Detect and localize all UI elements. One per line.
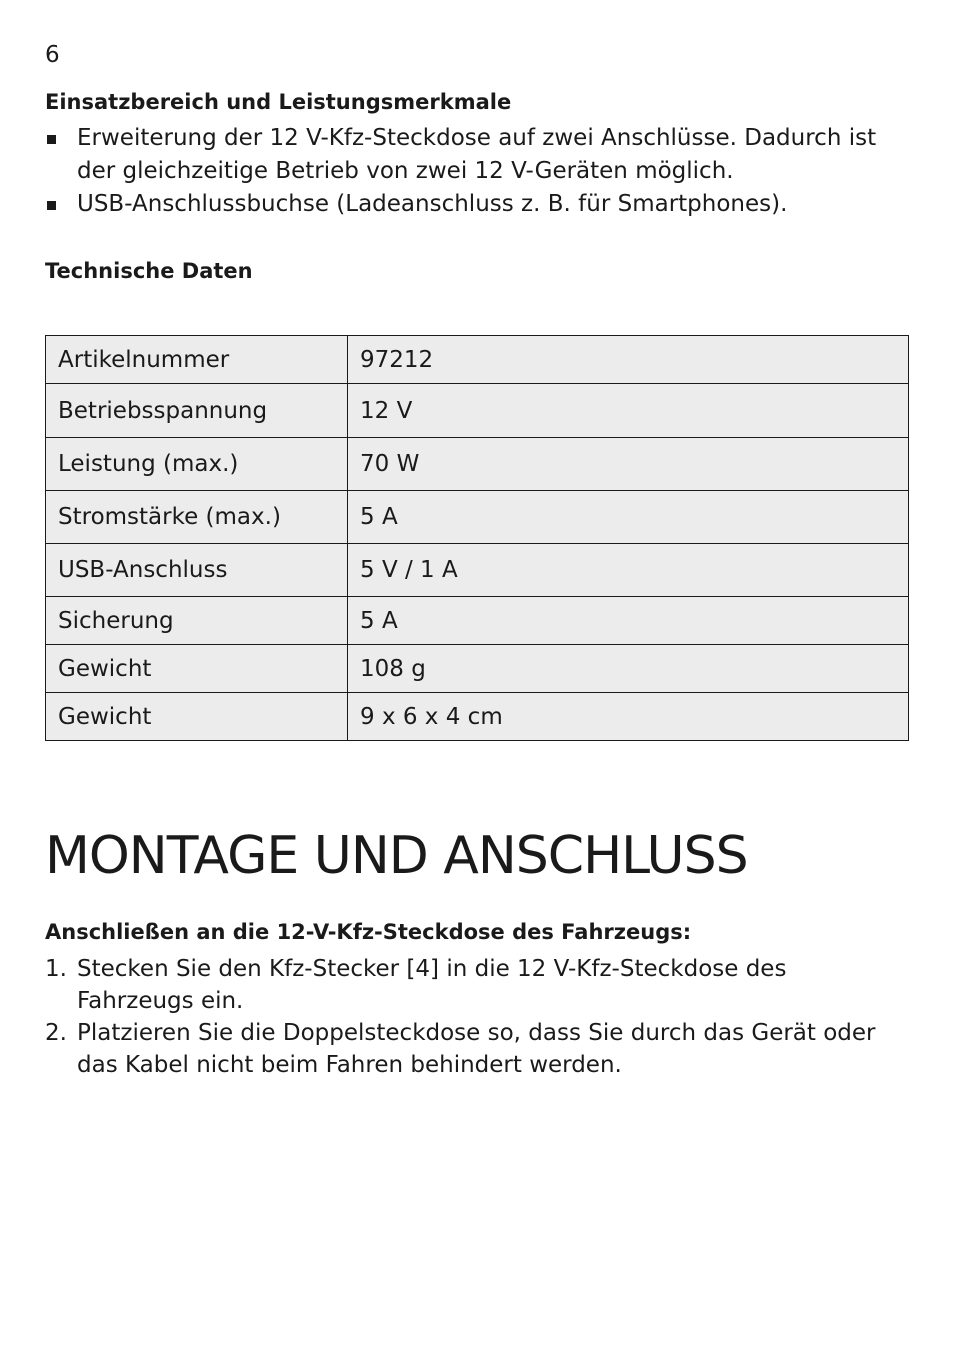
spec-label: Gewicht bbox=[46, 645, 348, 693]
spec-label: Sicherung bbox=[46, 597, 348, 645]
spec-label: Betriebsspannung bbox=[46, 384, 348, 438]
step-number: 1. bbox=[45, 956, 67, 982]
spec-label: Leistung (max.) bbox=[46, 438, 348, 491]
spec-label: USB-Anschluss bbox=[46, 544, 348, 597]
features-heading: Einsatzbereich und Leistungsmerkmale bbox=[45, 90, 512, 114]
spec-value: 108 g bbox=[348, 645, 909, 693]
specs-table bbox=[45, 335, 909, 741]
step-text: Stecken Sie den Kfz-Stecker [4] in die 12 V-Kfz-Steckdose des Fahrzeugs ein. bbox=[77, 956, 787, 1014]
page-number: 6 bbox=[45, 42, 60, 68]
spec-value: 5 A bbox=[348, 597, 909, 645]
spec-value: 5 A bbox=[348, 491, 909, 544]
table-row bbox=[46, 544, 909, 597]
list-item: USB-Anschlussbuchse (Ladeanschluss z. B. für Smartphones). bbox=[45, 188, 905, 221]
list-item: Erweiterung der 12 V-Kfz-Steckdose auf zwei Anschlüsse. Dadurch ist der gleichzeitige Betrieb von zwei 12 V-Geräten möglich. bbox=[45, 122, 905, 188]
table-row bbox=[46, 336, 909, 384]
table-row bbox=[46, 438, 909, 491]
features-list bbox=[45, 122, 905, 221]
steps-list bbox=[45, 953, 905, 1081]
mounting-subheading: Anschließen an die 12-V-Kfz-Steckdose des Fahrzeugs: bbox=[45, 920, 692, 944]
spec-value: 70 W bbox=[348, 438, 909, 491]
table-row bbox=[46, 597, 909, 645]
spec-value: 9 x 6 x 4 cm bbox=[348, 693, 909, 741]
spec-label: Stromstärke (max.) bbox=[46, 491, 348, 544]
spec-value: 12 V bbox=[348, 384, 909, 438]
spec-label: Gewicht bbox=[46, 693, 348, 741]
list-item bbox=[45, 1017, 905, 1081]
section-title: MONTAGE UND ANSCHLUSS bbox=[45, 826, 748, 886]
list-item bbox=[45, 953, 905, 1017]
table-row bbox=[46, 491, 909, 544]
specs-heading: Technische Daten bbox=[45, 259, 253, 283]
spec-label: Artikelnummer bbox=[46, 336, 348, 384]
step-number: 2. bbox=[45, 1020, 67, 1046]
step-text: Platzieren Sie die Doppelsteckdose so, dass Sie durch das Gerät oder das Kabel nicht beim Fahren behindert werden. bbox=[77, 1020, 876, 1078]
table-row bbox=[46, 384, 909, 438]
table-row bbox=[46, 645, 909, 693]
table-row bbox=[46, 693, 909, 741]
spec-value: 5 V / 1 A bbox=[348, 544, 909, 597]
spec-value: 97212 bbox=[348, 336, 909, 384]
